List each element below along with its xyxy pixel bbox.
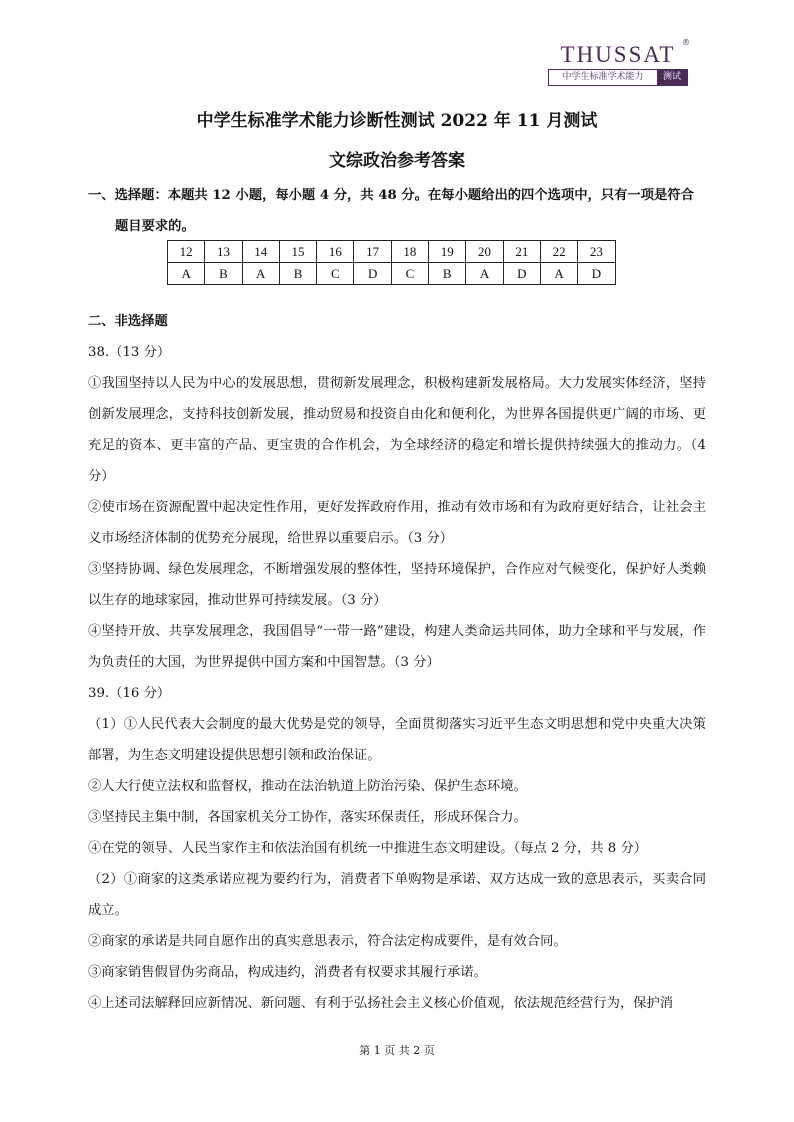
registered-mark: ® <box>682 38 690 47</box>
table-cell: 23 <box>578 241 615 263</box>
q38-point-2: ②使市场在资源配置中起决定性作用，更好发挥政府作用，推动有效市场和有为政府更好结合，让社会主义市场经济体制的优势充分展现，给世界以重要启示。（3 分） <box>88 500 706 546</box>
q39-part2-point-4: ④上述司法解释回应新情况、新问题、有利于弘扬社会主义核心价值观，依法规范经营行为，保护消 <box>88 996 674 1011</box>
q38-point-3: ③坚持协调、绿色发展理念，不断增强发展的整体性，坚持环境保护，合作应对气候变化，保护好人类赖以生存的地球家园，推动世界可持续发展。（3 分） <box>88 562 706 608</box>
table-cell: B <box>279 263 316 285</box>
table-cell: A <box>168 263 205 285</box>
q39-part2-point-2: ②商家的承诺是共同自愿作出的真实意思表示，符合法定构成要件，是有效合同。 <box>88 934 567 949</box>
table-cell: A <box>540 263 577 285</box>
page-subtitle: 文综政治参考答案 <box>329 151 465 171</box>
table-cell: 19 <box>429 241 466 263</box>
table-cell: 22 <box>540 241 577 263</box>
q39-label: 39.（16 分） <box>88 686 171 701</box>
table-cell: B <box>429 263 466 285</box>
q39-part1-point-4: ④在党的领导、人民当家作主和依法治国有机统一中推进生态文明建设。（每点 2 分，共 8 分） <box>88 841 648 856</box>
table-cell: 15 <box>279 241 316 263</box>
q38-point-4: ④坚持开放、共享发展理念，我国倡导“一带一路”建设，构建人类命运共同体，助力全球和平与发展，作为负责任的大国，为世界提供中国方案和中国智慧。（3 分） <box>88 624 706 670</box>
table-cell: 12 <box>168 241 205 263</box>
q39-part1-point-3: ③坚持民主集中制，各国家机关分工协作，落实环保责任，形成环保合力。 <box>88 810 527 825</box>
logo-wordmark: THUSSAT <box>560 42 676 67</box>
answer-row <box>168 263 616 285</box>
page-footer: 第 1 页 共 2 页 <box>359 1044 435 1057</box>
answer-table <box>167 240 616 285</box>
section1-heading: 一、选择题：本题共 12 小题，每小题 4 分，共 48 分。在每小题给出的四个选项中，只有一项是符合 <box>88 188 694 203</box>
thussat-logo <box>548 38 690 86</box>
table-cell: D <box>503 263 540 285</box>
logo-subtitle: 中学生标准学术能力 <box>562 72 644 82</box>
table-cell: C <box>391 263 428 285</box>
page-title: 中学生标准学术能力诊断性测试 2022 年 11 月测试 <box>196 111 598 131</box>
table-cell: C <box>317 263 354 285</box>
table-cell: 20 <box>466 241 503 263</box>
section2-heading: 二、非选择题 <box>88 314 168 329</box>
table-cell: D <box>578 263 615 285</box>
logo-subtitle-bar <box>548 69 688 86</box>
q39-part1-point-2: ②人大行使立法权和监督权，推动在法治轨道上防治污染、保护生态环境。 <box>88 779 527 794</box>
table-cell: 18 <box>391 241 428 263</box>
question-number-row <box>168 241 616 263</box>
table-cell: A <box>466 263 503 285</box>
table-cell: 13 <box>205 241 242 263</box>
logo-tag: 测试 <box>657 70 687 85</box>
section1-heading-cont: 题目要求的。 <box>115 219 195 234</box>
q38-label: 38.（13 分） <box>88 345 171 360</box>
table-cell: 14 <box>242 241 279 263</box>
table-cell: B <box>205 263 242 285</box>
table-cell: 17 <box>354 241 391 263</box>
table-cell: D <box>354 263 391 285</box>
table-cell: 16 <box>317 241 354 263</box>
q39-part2-point-3: ③商家销售假冒伪劣商品，构成违约，消费者有权要求其履行承诺。 <box>88 965 487 980</box>
q39-part1-point-1: （1）①人民代表大会制度的最大优势是党的领导，全面贯彻落实习近平生态文明思想和党中央重大决策部署，为生态文明建设提供思想引领和政治保证。 <box>88 717 706 763</box>
table-cell: 21 <box>503 241 540 263</box>
q39-part2-point-1: （2）①商家的这类承诺应视为要约行为，消费者下单购物是承诺、双方达成一致的意思表示，买卖合同成立。 <box>88 872 706 918</box>
q38-point-1: ①我国坚持以人民为中心的发展思想，贯彻新发展理念，积极构建新发展格局。大力发展实体经济，坚持创新发展理念，支持科技创新发展，推动贸易和投资自由化和便利化，为世界各国提供更广阔的市场、更充足的资本、更丰富的产品、更宝贵的合作机会，为全球经济的稳定和增长提供持续强大的推动力。（4 分） <box>88 376 706 484</box>
table-cell: A <box>242 263 279 285</box>
